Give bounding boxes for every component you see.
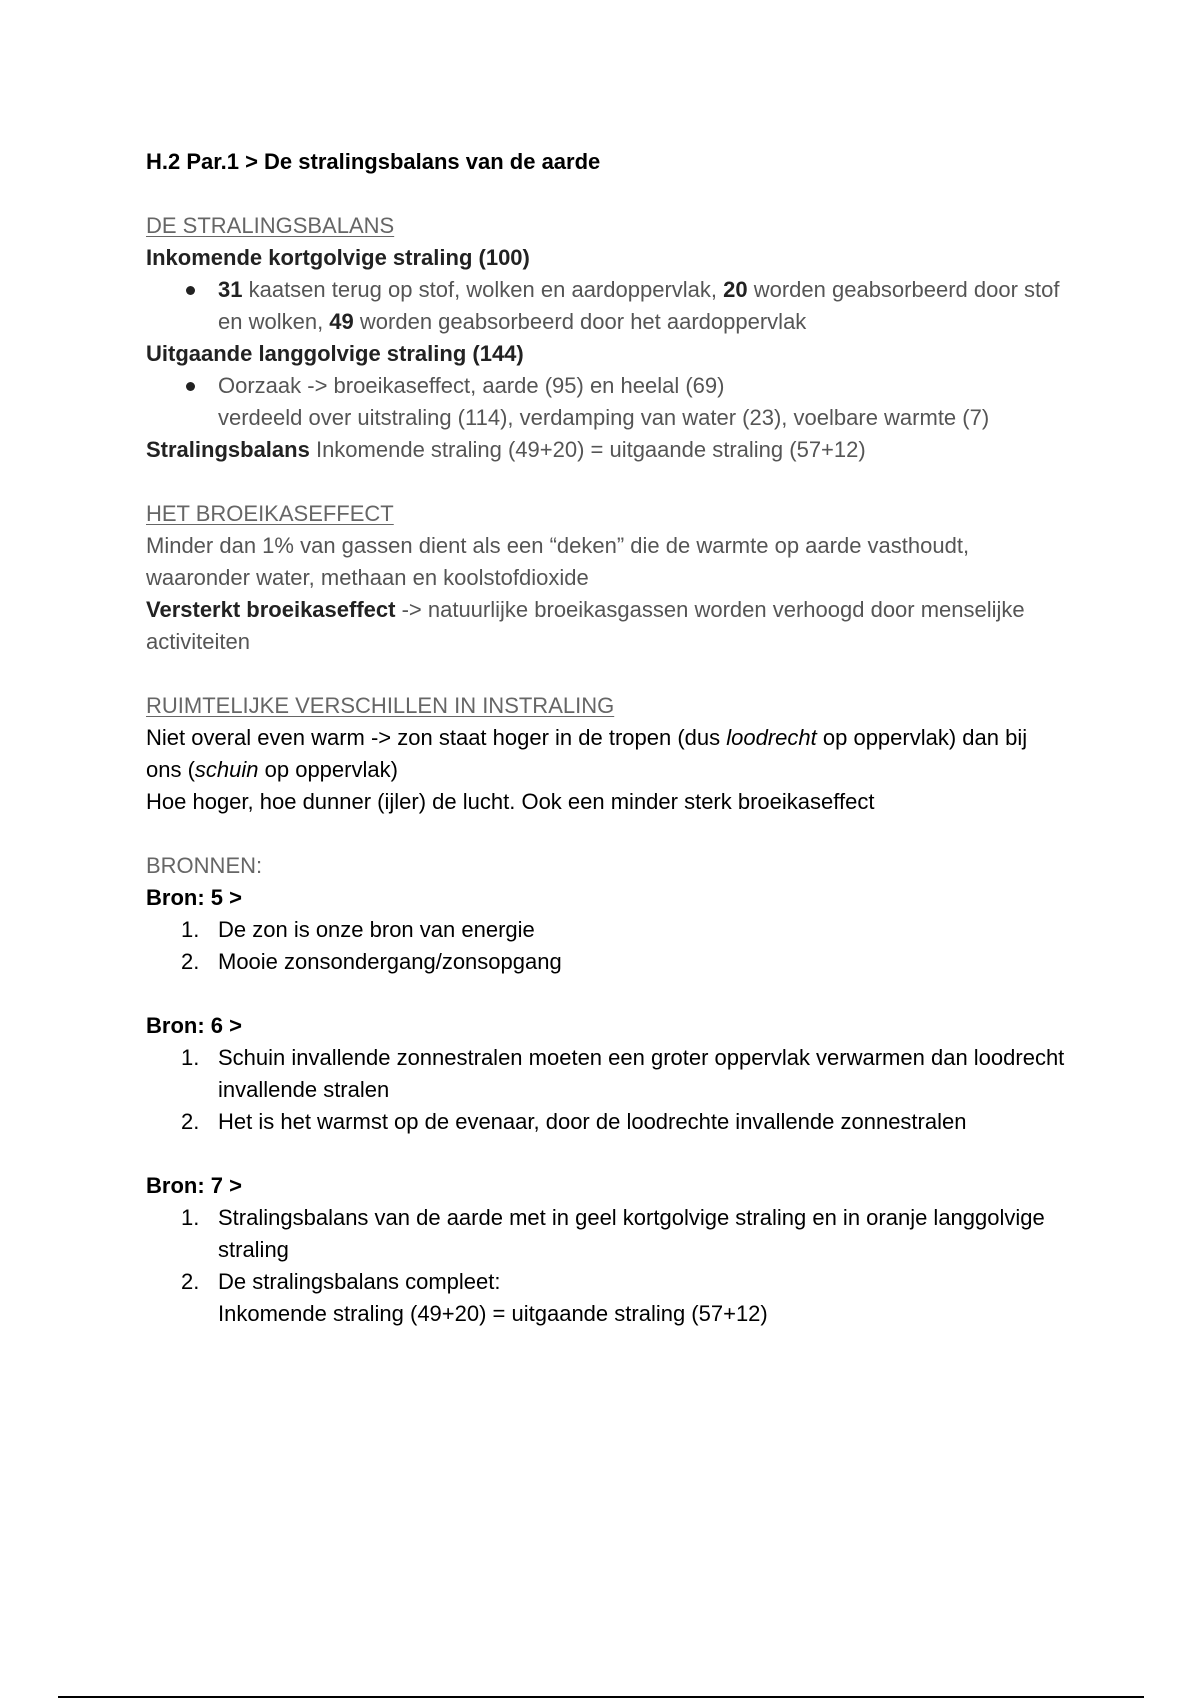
section-heading-ruimtelijke-verschillen: RUIMTELIJKE VERSCHILLEN IN INSTRALING [146, 693, 615, 718]
source-7-list [146, 1202, 1066, 1330]
paragraph: Hoe hoger, hoe dunner (ijler) de lucht. Ook een minder sterk broeikaseffect [146, 789, 875, 814]
text: verdeeld over uitstraling (114), verdamping van water (23), voelbare warmte (7) [218, 405, 990, 430]
source-label-7: Bron: 7 > [146, 1173, 242, 1198]
list-item [146, 1042, 1066, 1106]
spacer [146, 818, 1066, 850]
text: -> natuurlijke broeikasgassen worden verhoogd door menselijke activiteiten [146, 597, 1025, 654]
text: kaatsen terug op stof, wolken en aardoppervlak, [242, 277, 724, 302]
spacer [146, 1138, 1066, 1170]
text: De stralingsbalans compleet: [218, 1269, 501, 1294]
page-title: H.2 Par.1 > De stralingsbalans van de aarde [146, 149, 601, 174]
document-page [146, 146, 1066, 1330]
list-item [146, 946, 1066, 978]
balance-label: Stralingsbalans [146, 437, 310, 462]
text: Mooie zonsondergang/zonsopgang [218, 949, 562, 974]
outgoing-radiation-label: Uitgaande langgolvige straling (144) [146, 341, 524, 366]
list-number: 2. [181, 1269, 200, 1294]
text: op oppervlak) [258, 757, 398, 782]
text: Oorzaak -> broeikaseffect, aarde (95) en heelal (69) [218, 373, 725, 398]
source-6-list [146, 1042, 1066, 1138]
section-heading-broeikaseffect: HET BROEIKASEFFECT [146, 501, 394, 526]
spacer [146, 466, 1066, 498]
italic-text: schuin [194, 757, 259, 782]
section-heading-bronnen: BRONNEN: [146, 853, 263, 878]
paragraph [146, 722, 1066, 786]
text: op oppervlak) dan bij ons ( [146, 725, 1028, 782]
spacer [146, 978, 1066, 1010]
list-number: 1. [181, 917, 200, 942]
source-label-6: Bron: 6 > [146, 1013, 242, 1038]
value-31: 31 [218, 277, 243, 302]
list-number: 1. [181, 1205, 200, 1230]
list-item [146, 914, 1066, 946]
paragraph: Minder dan 1% van gassen dient als een “deken” die de warmte op aarde vasthoudt, waaronder water, methaan en koolstofdioxide [146, 533, 970, 590]
text: Stralingsbalans van de aarde met in geel kortgolvige straling en in oranje langgolvige straling [218, 1205, 1045, 1262]
outgoing-bullet-list [146, 370, 1066, 434]
text: worden geabsorbeerd door het aardoppervlak [353, 309, 807, 334]
balance-text: Inkomende straling (49+20) = uitgaande straling (57+12) [309, 437, 866, 462]
italic-text: loodrecht [726, 725, 817, 750]
list-item [146, 274, 1066, 338]
paragraph [146, 594, 1066, 658]
spacer [146, 178, 1066, 210]
value-20: 20 [723, 277, 748, 302]
source-label-5: Bron: 5 > [146, 885, 242, 910]
list-number: 2. [181, 949, 200, 974]
value-49: 49 [329, 309, 354, 334]
text: worden geabsorbeerd door stof en wolken, [218, 277, 1060, 334]
list-number: 1. [181, 1045, 200, 1070]
incoming-radiation-label: Inkomende kortgolvige straling (100) [146, 245, 530, 270]
incoming-bullet-list [146, 274, 1066, 338]
text: Niet overal even warm -> zon staat hoger in de tropen (dus [146, 725, 727, 750]
list-item [146, 1266, 1066, 1330]
footer-divider [58, 1696, 1144, 1698]
bullet-icon [186, 286, 195, 295]
text: Het is het warmst op de evenaar, door de loodrechte invallende zonnestralen [218, 1109, 967, 1134]
enhanced-effect-label: Versterkt broeikaseffect [146, 597, 396, 622]
list-item [146, 370, 1066, 434]
text: Schuin invallende zonnestralen moeten een groter oppervlak verwarmen dan loodrecht invallende stralen [218, 1045, 1065, 1102]
source-5-list [146, 914, 1066, 978]
bullet-icon [186, 382, 195, 391]
list-item [146, 1202, 1066, 1266]
section-heading-stralingsbalans: DE STRALINGSBALANS [146, 213, 395, 238]
text: Inkomende straling (49+20) = uitgaande straling (57+12) [218, 1301, 768, 1326]
list-item [146, 1106, 1066, 1138]
balance-line [146, 434, 1066, 466]
text: De zon is onze bron van energie [218, 917, 535, 942]
list-number: 2. [181, 1109, 200, 1134]
spacer [146, 658, 1066, 690]
